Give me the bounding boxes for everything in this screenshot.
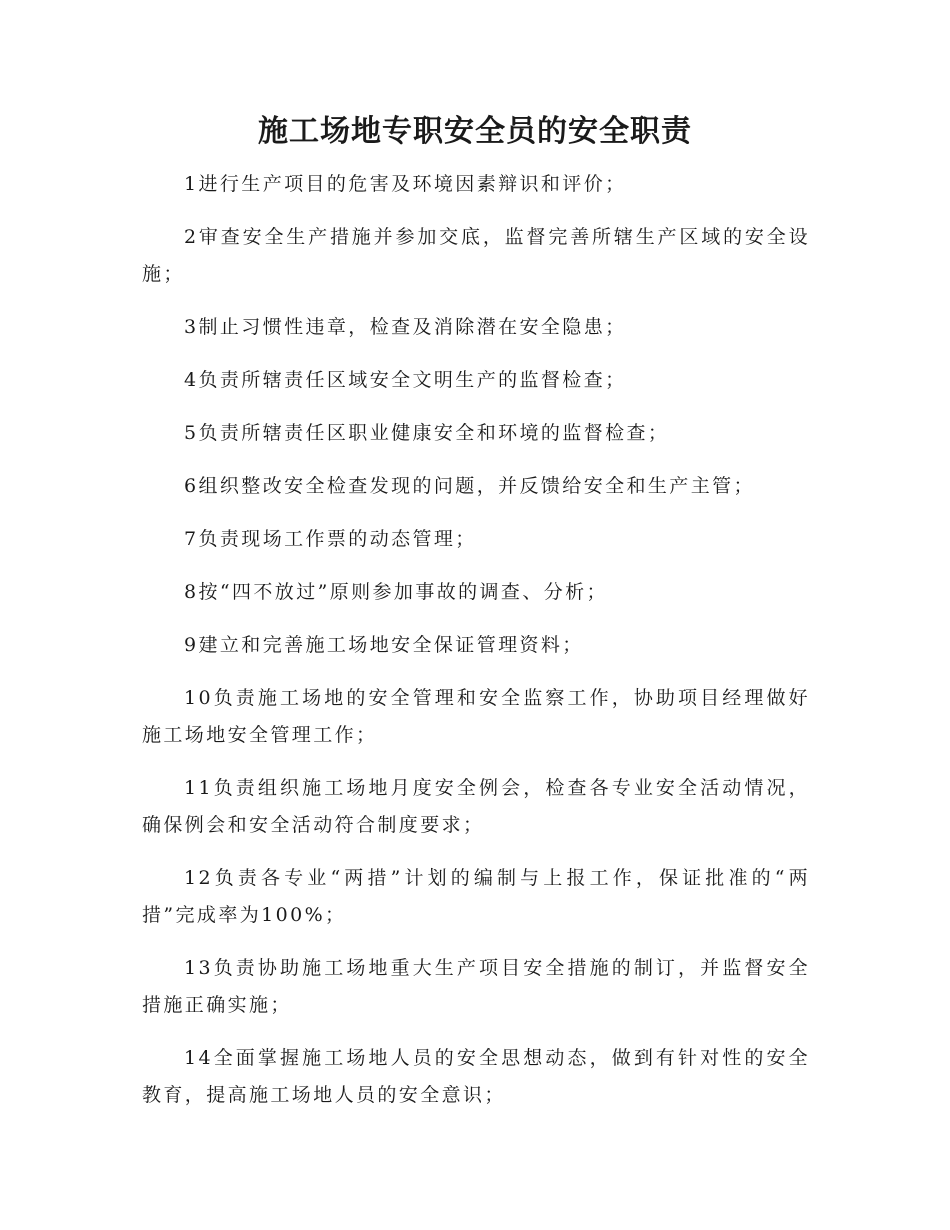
- paragraph-7: 7负责现场工作票的动态管理；: [184, 528, 477, 550]
- paragraph-3: 3制止习惯性违章，检查及消除潜在安全隐患；: [184, 316, 627, 338]
- paragraph-1: 1进行生产项目的危害及环境因素辩识和评价；: [184, 173, 627, 195]
- page-title: 施工场地专职安全员的安全职责: [258, 114, 692, 149]
- paragraph-5: 5负责所辖责任区职业健康安全和环境的监督检查；: [184, 422, 670, 444]
- paragraph-13: 13负责协助施工场地重大生产项目安全措施的制订，并监督安全措施正确实施；: [142, 957, 810, 1016]
- paragraph-11: 11负责组织施工场地月度安全例会，检查各专业安全活动情况，确保例会和安全活动符合制度要求；: [142, 777, 810, 836]
- paragraph-10: 10负责施工场地的安全管理和安全监察工作，协助项目经理做好施工场地安全管理工作；: [142, 687, 810, 746]
- paragraph-8: 8按“四不放过”原则参加事故的调查、分析；: [184, 581, 608, 603]
- document-body: [142, 166, 810, 1130]
- paragraph-12: 12负责各专业“两措”计划的编制与上报工作，保证批准的“两措”完成率为100%；: [142, 867, 810, 926]
- paragraph-9: 9建立和完善施工场地安全保证管理资料；: [184, 634, 584, 656]
- paragraph-2: 2审查安全生产措施并参加交底，监督完善所辖生产区域的安全设施；: [142, 226, 810, 285]
- paragraph-6: 6组织整改安全检查发现的问题，并反馈给安全和生产主管；: [184, 475, 755, 497]
- paragraph-4: 4负责所辖责任区域安全文明生产的监督检查；: [184, 369, 627, 391]
- paragraph-14: 14全面掌握施工场地人员的安全思想动态，做到有针对性的安全教育，提高施工场地人员的安全意识；: [142, 1047, 810, 1106]
